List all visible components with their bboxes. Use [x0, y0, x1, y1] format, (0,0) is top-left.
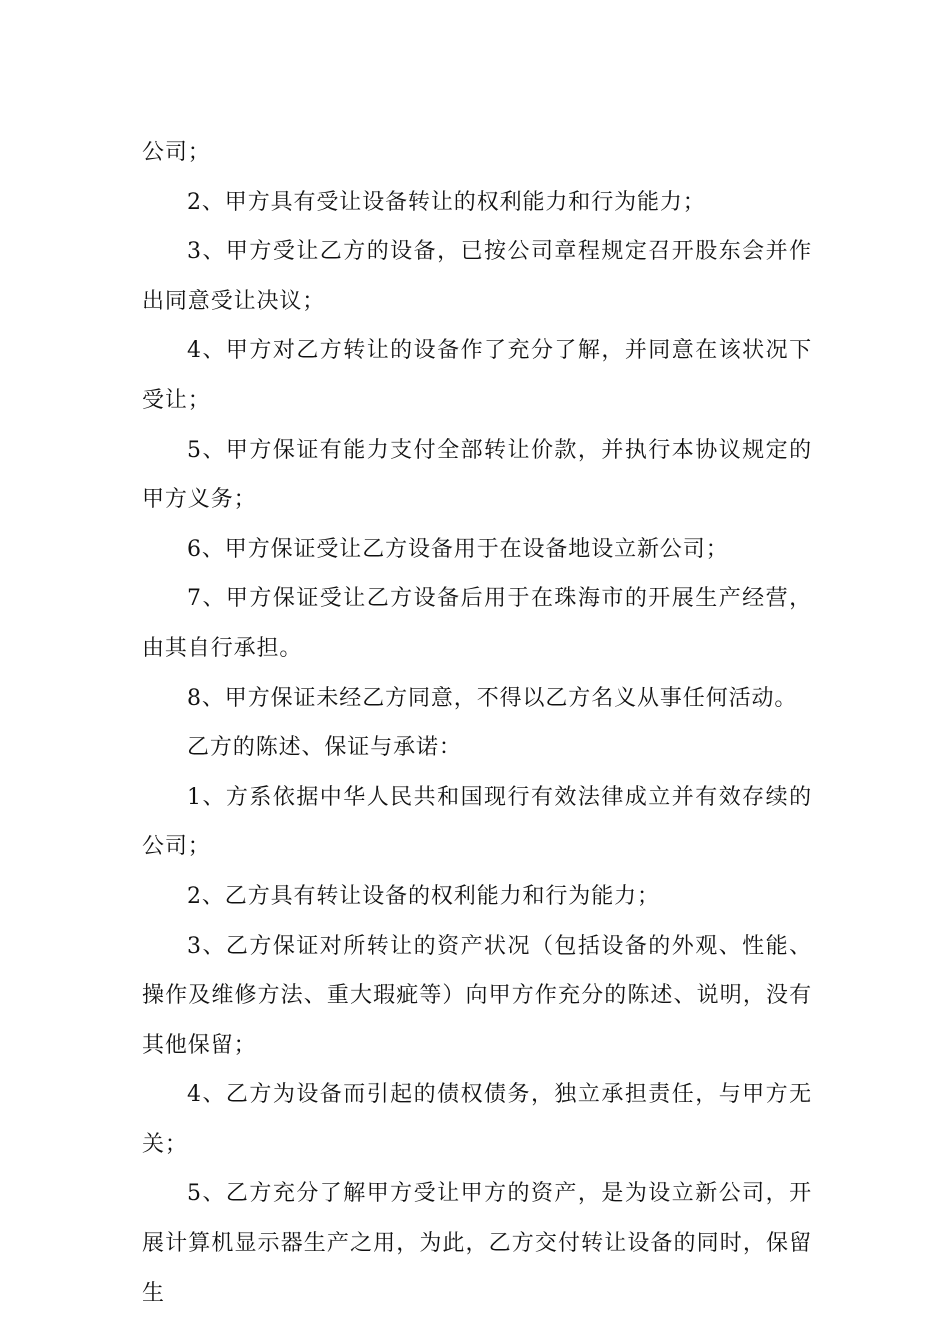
paragraph-party-b-item-4: 4、乙方为设备而引起的债权债务，独立承担责任，与甲方无关； — [142, 1082, 812, 1157]
paragraph-party-a-item-6: 6、甲方保证受让乙方设备用于在设备地设立新公司； — [187, 536, 729, 562]
paragraph-continuation: 公司； — [142, 140, 211, 165]
section-heading-party-b: 乙方的陈述、保证与承诺： — [187, 735, 462, 761]
paragraph-party-a-item-7: 7、甲方保证受让乙方设备后用于在珠海市的开展生产经营，由其自行承担。 — [142, 586, 812, 661]
paragraph-party-a-item-2: 2、甲方具有受让设备转让的权利能力和行为能力； — [187, 189, 706, 215]
paragraph-party-b-item-2: 2、乙方具有转让设备的权利能力和行为能力； — [187, 883, 660, 909]
paragraph-party-a-item-4: 4、甲方对乙方转让的设备作了充分了解，并同意在该状况下受让； — [142, 338, 812, 413]
paragraph-party-a-item-5: 5、甲方保证有能力支付全部转让价款，并执行本协议规定的甲方义务； — [142, 437, 812, 513]
paragraph-party-b-item-1: 1、方系依据中华人民共和国现行有效法律成立并有效存续的公司； — [142, 784, 812, 860]
paragraph-party-b-item-5: 5、乙方充分了解甲方受让甲方的资产，是为设立新公司，开展计算机显示器生产之用，为此，乙方交付转让设备的同时，保留生 — [142, 1181, 812, 1306]
paragraph-party-a-item-8: 8、甲方保证未经乙方同意，不得以乙方名义从事任何活动。 — [187, 685, 798, 711]
paragraph-party-a-item-3: 3、甲方受让乙方的设备，已按公司章程规定召开股东会并作出同意受让决议； — [142, 239, 812, 314]
document-body — [142, 128, 812, 1318]
paragraph-party-b-item-3: 3、乙方保证对所转让的资产状况（包括设备的外观、性能、操作及维修方法、重大瑕疵等）向甲方作充分的陈述、说明，没有其他保留； — [142, 933, 812, 1058]
